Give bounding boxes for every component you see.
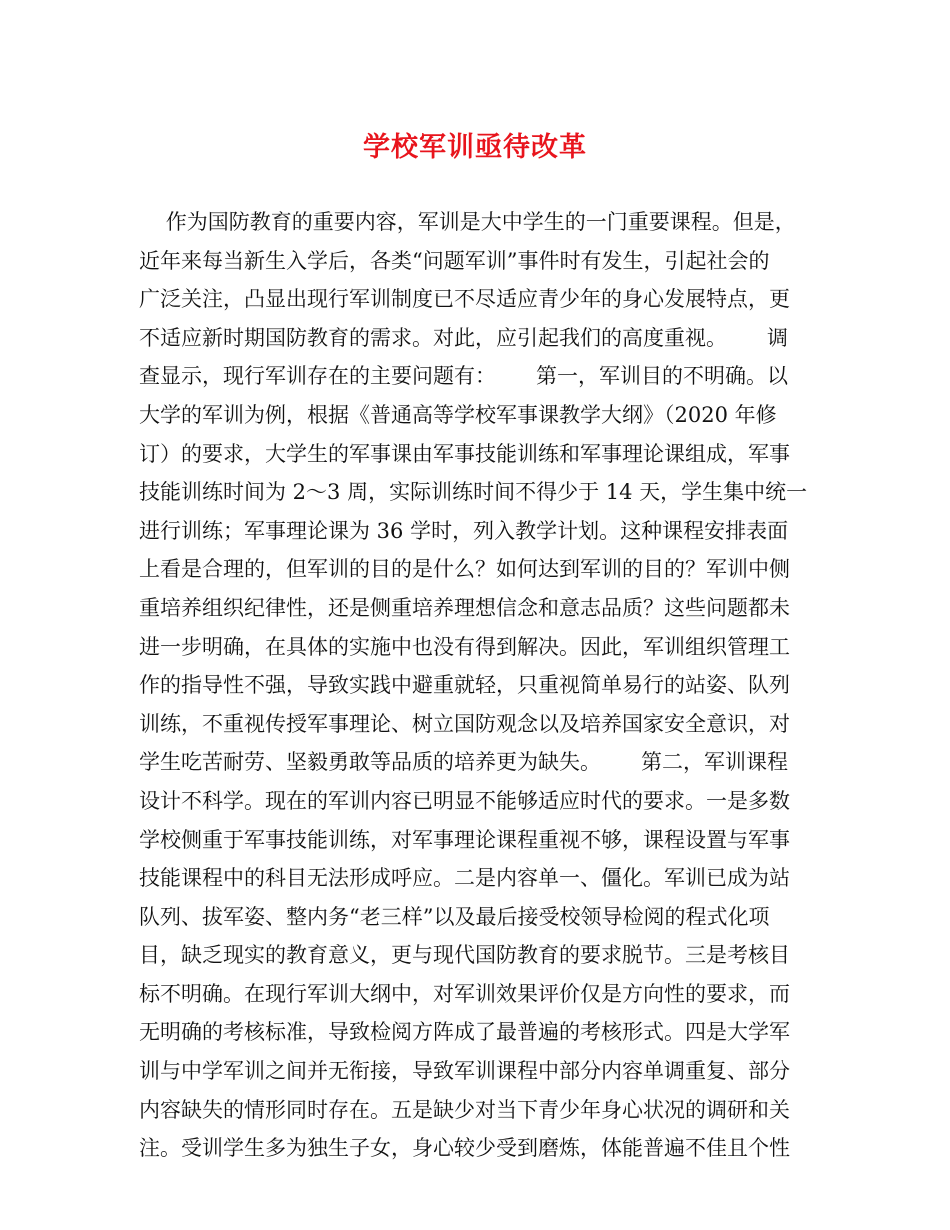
body-line: 目，缺乏现实的教育意义，更与现代国防教育的要求脱节。三是考核目 bbox=[139, 943, 790, 968]
body-line: 队列、拔军姿、整内务“老三样”以及最后接受校领导检阅的程式化项 bbox=[139, 904, 770, 929]
body-line: 作为国防教育的重要内容，军训是大中学生的一门重要课程。但是， bbox=[139, 210, 796, 234]
body-line: 广泛关注，凸显出现行军训制度已不尽适应青少年的身心发展特点，更 bbox=[139, 287, 790, 312]
body-line: 近年来每当新生入学后，各类“问题军训”事件时有发生，引起社会的 bbox=[139, 248, 770, 273]
body-line: 大学的军训为例，根据《普通高等学校军事课教学大纲》（2020 年修 bbox=[139, 402, 777, 427]
body-line: 上看是合理的，但军训的目的是什么？如何达到军训的目的？军训中侧 bbox=[139, 557, 790, 582]
document-title: 学校军训亟待改革 bbox=[363, 132, 587, 163]
body-line: 学生吃苦耐劳、坚毅勇敢等品质的培养更为缺失。 第二，军训课程 bbox=[139, 750, 789, 775]
body-line: 进一步明确，在具体的实施中也没有得到解决。因此，军训组织管理工 bbox=[139, 634, 790, 659]
body-line: 作的指导性不强，导致实践中避重就轻，只重视简单易行的站姿、队列 bbox=[139, 673, 790, 698]
body-line: 内容缺失的情形同时存在。五是缺少对当下青少年身心状况的调研和关 bbox=[139, 1097, 790, 1122]
body-line: 训与中学军训之间并无衔接，导致军训课程中部分内容单调重复、部分 bbox=[139, 1059, 790, 1084]
body-line: 注。受训学生多为独生子女，身心较少受到磨炼，体能普遍不佳且个性 bbox=[139, 1136, 790, 1161]
body-line: 不适应新时期国防教育的需求。对此，应引起我们的高度重视。 调 bbox=[139, 325, 789, 350]
body-line: 查显示，现行军训存在的主要问题有： 第一，军训目的不明确。以 bbox=[139, 364, 789, 389]
body-line: 技能训练时间为 2～3 周，实际训练时间不得少于 14 天，学生集中统一 bbox=[139, 480, 808, 505]
body-line: 训练，不重视传授军事理论、树立国防观念以及培养国家安全意识，对 bbox=[139, 711, 790, 736]
body-line: 技能课程中的科目无法形成呼应。二是内容单一、僵化。军训已成为站 bbox=[139, 866, 790, 891]
body-line: 设计不科学。现在的军训内容已明显不能够适应时代的要求。一是多数 bbox=[139, 788, 790, 813]
body-line: 进行训练；军事理论课为 36 学时，列入教学计划。这种课程安排表面 bbox=[139, 518, 789, 543]
body-line: 重培养组织纪律性，还是侧重培养理想信念和意志品质？这些问题都未 bbox=[139, 595, 790, 620]
document-body bbox=[139, 203, 827, 1168]
body-line: 标不明确。在现行军训大纲中，对军训效果评价仅是方向性的要求，而 bbox=[139, 981, 790, 1006]
body-line: 学校侧重于军事技能训练，对军事理论课程重视不够，课程设置与军事 bbox=[139, 827, 790, 852]
body-line: 订）的要求，大学生的军事课由军事技能训练和军事理论课组成，军事 bbox=[139, 441, 790, 466]
body-line: 无明确的考核标准，导致检阅方阵成了最普遍的考核形式。四是大学军 bbox=[139, 1020, 790, 1045]
